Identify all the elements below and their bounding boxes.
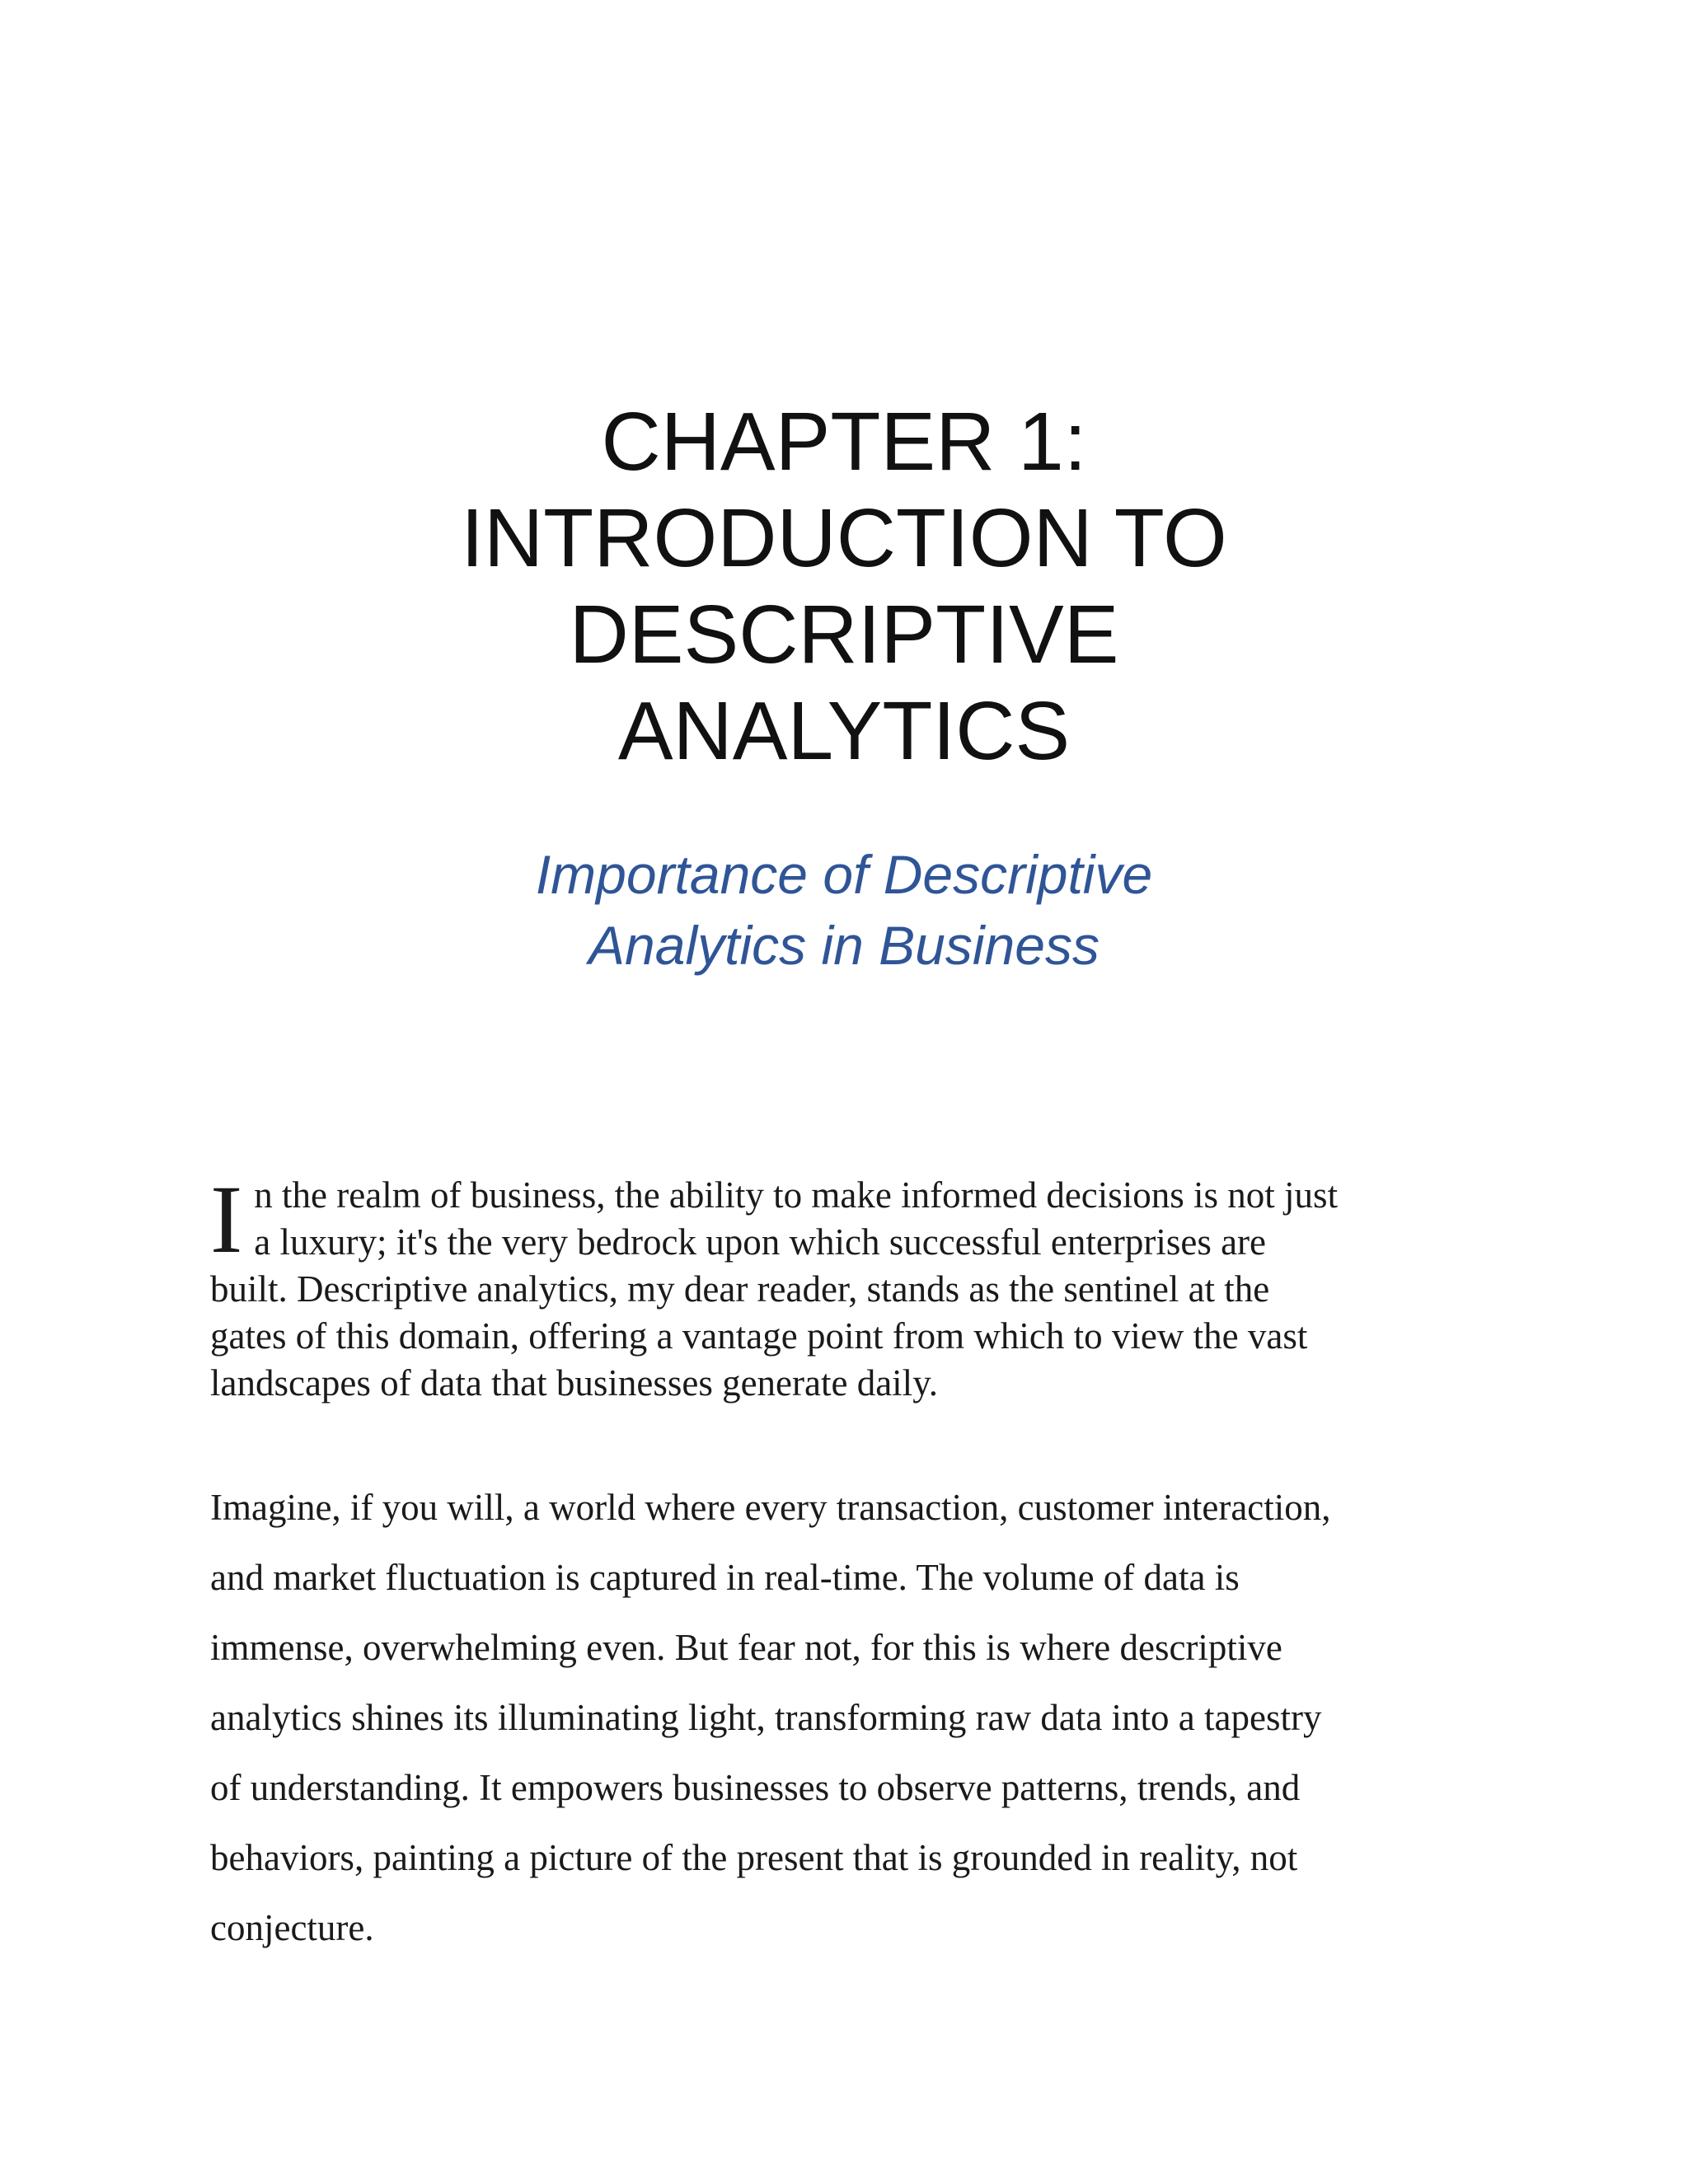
paragraph-line: analytics shines its illuminating light, transforming raw data into a tapestry (210, 1697, 1322, 1738)
chapter-title-line: CHAPTER 1: (601, 396, 1087, 488)
paragraph-line: immense, overwhelming even. But fear not, for this is where descriptive (210, 1627, 1282, 1668)
paragraph-line: n the realm of business, the ability to make informed decisions is not just (254, 1174, 1339, 1216)
paragraph-line: Imagine, if you will, a world where every transaction, customer interaction, (210, 1487, 1331, 1528)
chapter-title-line: DESCRIPTIVE (569, 588, 1119, 681)
subtitle-line: Analytics in Business (588, 915, 1100, 976)
paragraph-line: gates of this domain, offering a vantage point from which to view the vast (210, 1315, 1308, 1357)
chapter-title-line: INTRODUCTION TO (461, 492, 1227, 584)
paragraph-line: behaviors, painting a picture of the present that is grounded in reality, not (210, 1837, 1298, 1878)
drop-cap: I (210, 1165, 243, 1273)
paragraph-line: conjecture. (210, 1907, 374, 1948)
body-paragraph-1 (210, 1165, 1496, 1407)
paragraph-line: and market fluctuation is captured in real-time. The volume of data is (210, 1557, 1240, 1598)
paragraph-line: of understanding. It empowers businesses to observe patterns, trends, and (210, 1767, 1301, 1808)
body-paragraph-2 (210, 1473, 1496, 1963)
subtitle-line: Importance of Descriptive (535, 844, 1153, 905)
paragraph-line: built. Descriptive analytics, my dear reader, stands as the sentinel at the (210, 1268, 1270, 1310)
chapter-title (0, 394, 1688, 780)
paragraph-line: a luxury; it's the very bedrock upon which successful enterprises are (254, 1221, 1267, 1263)
section-subtitle (0, 839, 1688, 981)
paragraph-line: landscapes of data that businesses generate daily. (210, 1362, 939, 1404)
chapter-title-line: ANALYTICS (617, 685, 1071, 777)
